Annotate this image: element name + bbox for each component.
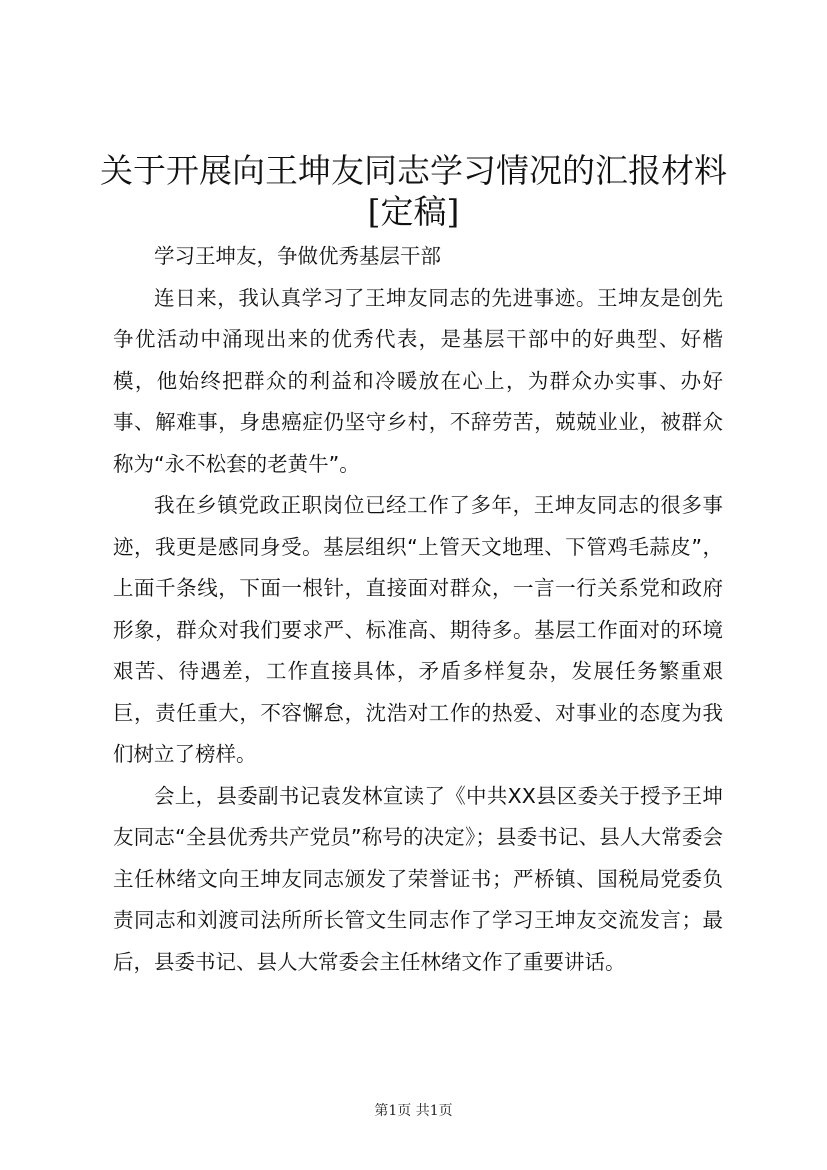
- subtitle-paragraph: 学习王坤友，争做优秀基层干部: [154, 244, 441, 268]
- page-footer: 第1页 共1页: [374, 1103, 453, 1119]
- body-paragraph: 会上，县委副书记袁发林宣读了《中共XX县区委关于授予王坤友同志“全县优秀共产党员”称号的决定》；县委书记、县人大常委会主任林绪文向王坤友同志颁发了荣誉证书；严桥镇、国税局党委负责同志和刘渡司法所所长管文生同志作了学习王坤友交流发言；最后，县委书记、县人大常委会主任林绪文作了重要讲话。: [113, 783, 723, 974]
- body-paragraph: 连日来，我认真学习了王坤友同志的先进事迹。王坤友是创先争优活动中涌现出来的优秀代表，是基层干部中的好典型、好楷模，他始终把群众的利益和冷暖放在心上，为群众办实事、办好事、解难事，身患癌症仍坚守乡村，不辞劳苦，兢兢业业，被群众称为“永不松套的老黄牛”。: [113, 285, 723, 476]
- body-paragraph: 我在乡镇党政正职岗位已经工作了多年，王坤友同志的很多事迹，我更是感同身受。基层组织“上管天文地理、下管鸡毛蒜皮”，上面千条线，下面一根针，直接面对群众，一言一行关系党和政府形象，群众对我们要求严、标准高、期待多。基层工作面对的环境艰苦、待遇差，工作直接具体，矛盾多样复杂，发展任务繁重艰巨，责任重大，不容懈怠，沈浩对工作的热爱、对事业的态度为我们树立了榜样。: [113, 493, 723, 766]
- document-body: [113, 236, 723, 983]
- document-title-suffix: [定稿]: [367, 192, 460, 231]
- document-title: 关于开展向王坤友同志学习情况的汇报材料: [100, 151, 727, 190]
